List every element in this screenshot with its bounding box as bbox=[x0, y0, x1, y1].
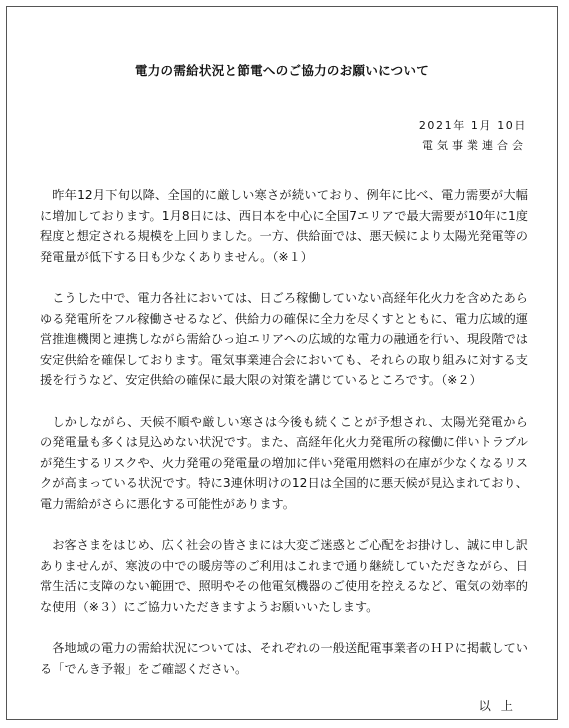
paragraph-3: しかしながら、天候不順や厳しい寒さは今後も続くことが予想され、太陽光発電からの発電量も多くは見込めない状況です。また、高経年化火力発電所の稼働に伴いトラブルが発生するリスクや、火力発電の発電量の増加に伴い発電用燃料の在庫が少なくなるリスクが高まっている状況です。特に3連休明けの12日は全国的に悪天候が見込まれており、電力需給がさらに悪化する可能性があります。 bbox=[40, 414, 528, 511]
paragraph-5: 各地域の電力の需給状況については、それぞれの一般送配電事業者のＨＰに掲載している「でんき予報」をご確認ください。 bbox=[40, 641, 528, 676]
paragraph-2: こうした中で、電力各社においては、日ごろ稼働していない高経年化火力を含めたあらゆる発電所をフル稼働させるなど、供給力の確保に全力を尽くすとともに、電力広域的運営推進機関と連携しながら需給ひっ迫エリアへの広域的な電力の融通を行い、現段階では安定供給を確保しております。電気事業連合会においても、それらの取り組みに対する支援を行うなど、安定供給の確保に最大限の対策を講じているところです。（※２） bbox=[40, 290, 528, 388]
closing-mark: 以上 bbox=[478, 699, 523, 713]
document-date: 2021年 1月 10日 bbox=[418, 119, 527, 132]
paragraph-4: お客さまをはじめ、広く社会の皆さまには大変ご迷惑とご心配をお掛けし、誠に申し訳ありませんが、寒波の中での暖房等のご利用はこれまで通り継続していただきながら、日常生活に支障のない範囲で、照明やその他電気機器のご使用を控えるなど、電気の効率的な使用（※３）にご協力いただきますようお願いいたします。 bbox=[40, 538, 528, 614]
document-page bbox=[6, 6, 558, 720]
paragraph-1: 昨年12月下旬以降、全国的に厳しい寒さが続いており、例年に比べ、電力需要が大幅に増加しております。1月8日には、西日本を中心に全国7エリアで最大需要が10年に1度程度と想定される規模を上回りました。一方、供給面では、悪天候により太陽光発電等の発電量が低下する日も少なくありません。（※１） bbox=[40, 188, 528, 264]
document-title: 電力の需給状況と節電へのご協力のお願いについて bbox=[134, 63, 430, 78]
document-issuer: 電気事業連合会 bbox=[422, 139, 527, 152]
document-body bbox=[40, 185, 528, 700]
